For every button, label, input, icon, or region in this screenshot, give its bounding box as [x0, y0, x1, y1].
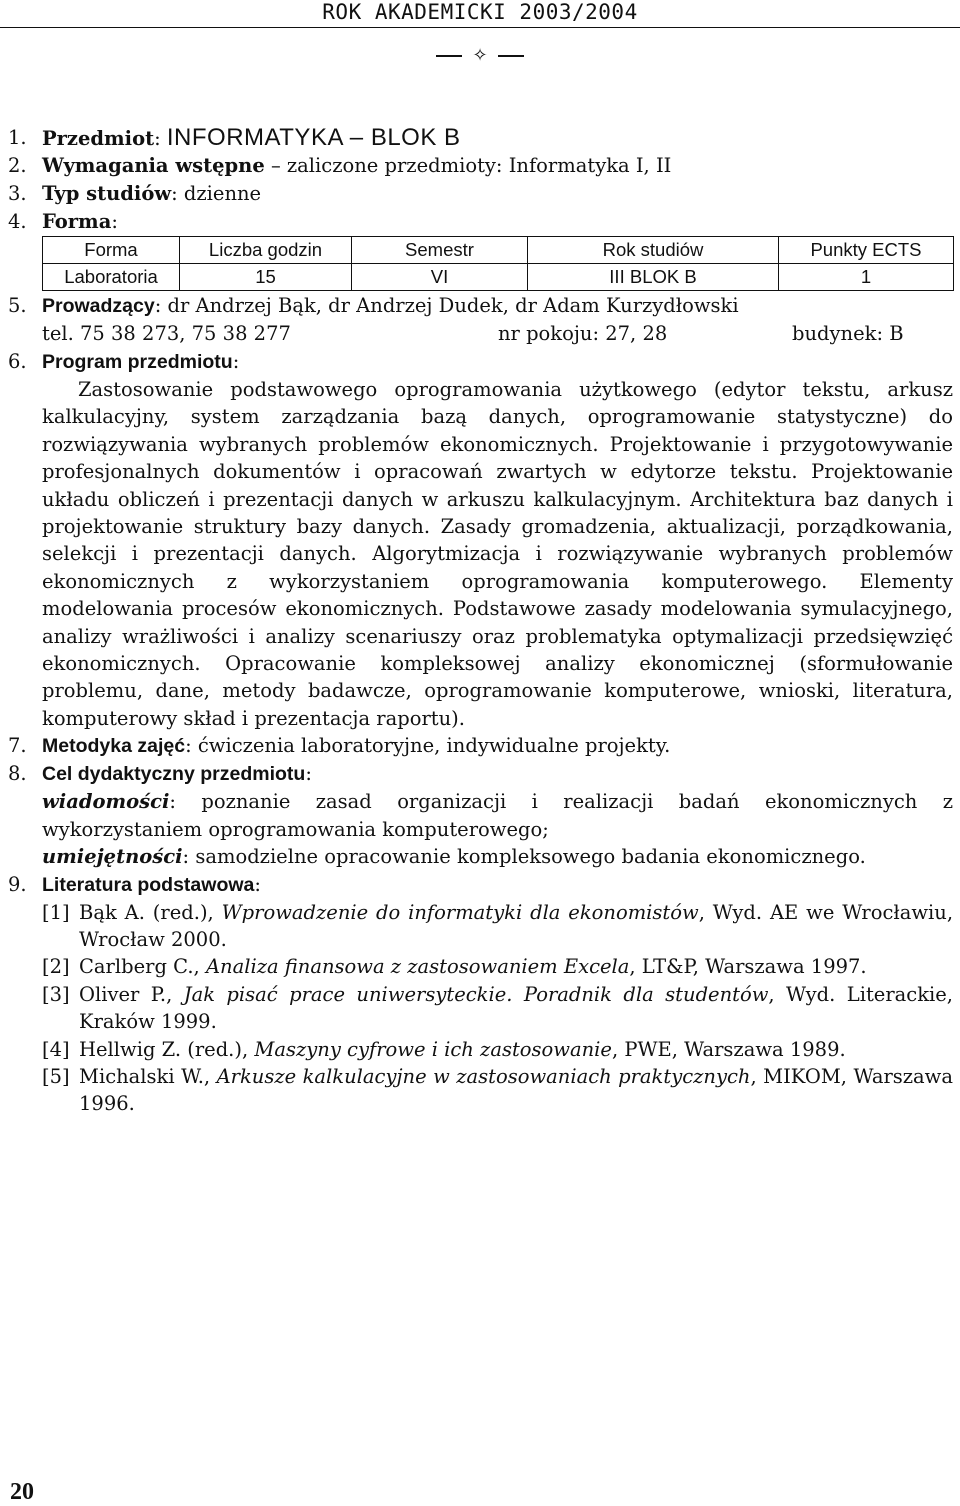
table-header-cell: Rok studiów: [528, 237, 779, 264]
reference-author: Michalski W.,: [79, 1064, 217, 1088]
reference-author: Bąk A. (red.),: [79, 900, 222, 924]
goal-skills: umiejętności: samodzielne opracowanie kompleksowego badania ekonomicznego.: [42, 845, 866, 869]
item-study-type: 3. Typ studiów: dzienne: [0, 180, 960, 208]
item-number: 4.: [8, 210, 27, 233]
item-label: Metodyka zajęć: [42, 735, 186, 758]
section-ornament: [0, 45, 960, 67]
table-row: [43, 264, 954, 291]
item-subject: 1. Przedmiot: INFORMATYKA – BLOK B: [8, 124, 461, 151]
item-number: 7.: [8, 734, 27, 758]
phone-numbers: tel. 75 38 273, 75 38 277: [42, 322, 291, 345]
item-number: 6.: [8, 350, 27, 373]
item-requirements: [0, 152, 960, 180]
item-label: Wymagania wstępne: [42, 154, 265, 177]
table-cell: Laboratoria: [43, 264, 180, 291]
ornament-dash-right: [498, 55, 524, 57]
item-label: Forma: [42, 210, 112, 233]
reference-id: [4]: [42, 1037, 70, 1061]
reference-item: [0, 953, 960, 980]
reference-publisher: , LT&P, Warszawa 1997.: [629, 955, 867, 979]
running-header: ROK AKADEMICKI 2003/2004: [322, 0, 638, 24]
reference-item: [0, 981, 960, 1036]
contact-line: [0, 320, 960, 348]
table-header-cell: Forma: [43, 237, 180, 264]
table-header-cell: Punkty ECTS: [779, 237, 954, 264]
item-program: 6. Program przedmiotu:: [0, 348, 960, 376]
item-number: 2.: [8, 154, 27, 177]
page-number: 20: [10, 1479, 34, 1505]
reference-publisher: , PWE, Warszawa 1989.: [611, 1037, 846, 1061]
ornament-star-icon: ✧: [472, 45, 488, 66]
item-label: Literatura podstawowa: [42, 873, 255, 896]
item-number: 5.: [8, 294, 27, 317]
table-cell: 1: [779, 264, 954, 291]
table-cell: III BLOK B: [528, 264, 779, 291]
item-value: – zaliczone przedmioty: Informatyka I, II: [270, 154, 672, 177]
reference-id: [5]: [42, 1064, 70, 1088]
reference-id: [3]: [42, 982, 70, 1006]
reference-title: Wprowadzenie do informatyki dla ekonomistów: [221, 900, 699, 924]
table-header-cell: Liczba godzin: [180, 237, 352, 264]
item-number: 3.: [8, 182, 27, 205]
skills-label: umiejętności: [42, 845, 183, 869]
item-form: 4. Forma:: [0, 208, 960, 236]
reference-id: [1]: [42, 900, 70, 924]
reference-author: Hellwig Z. (red.),: [79, 1037, 255, 1061]
item-literature: 9. Literatura podstawowa:: [0, 871, 960, 899]
reference-title: Analiza finansowa z zastosowaniem Excela: [205, 955, 630, 979]
table-cell: VI: [352, 264, 528, 291]
reference-author: Carlberg C.,: [79, 955, 206, 979]
subject-name: INFORMATYKA – BLOK B: [166, 124, 461, 151]
header-rule: [0, 27, 960, 28]
reference-publisher: , Wyd. AE we Wrocławiu, Wrocław 2000.: [79, 900, 954, 951]
item-label: Prowadzący: [42, 295, 155, 317]
form-table: [42, 236, 954, 291]
item-number: 1.: [8, 126, 27, 149]
reference-item: [0, 1063, 960, 1118]
program-description: Zastosowanie podstawowego oprogramowania użytkowego (edytor tekstu, arkusz kalkulacyjny, system zarządzania bazą danych, oprogramowanie statystyczne) do rozwiązywania wybranych problemów ekonomicznych. Projektowanie i przygotowywanie profesjonalnych dokumentów i opracowań zwartych w edytorze tekstu. Projektowanie układu obliczeń i prezentacji danych w arkuszu kalkulacyjnym. Architektura baz danych i projektowanie struktury bazy danych. Zasady gromadzenia, aktualizacji, porządkowania, selekcji i prezentacji danych. Algorytmizacja i rozwiązywanie wybranych problemów ekonomicznych z wykorzystaniem oprogramowania komputerowego. Elementy modelowania procesów ekonomicznych. Podstawowe zasady modelowania symulacyjnego, analizy wrażliwości i analizy scenariuszy oraz problematyka optymalizacji przedsięwzięć ekonomicznych. Opracowanie kompleksowej analizy ekonomicznej (sformułowanie problemu, dane, metody badawcze, oprogramowanie komputerowe, wnioski, literatura, komputerowy skład i prezentacja raportu).: [42, 378, 953, 730]
item-goals: 8. Cel dydaktyczny przedmiotu:: [0, 760, 960, 788]
reference-item: [0, 899, 960, 954]
reference-item: [0, 1036, 960, 1063]
table-cell: 15: [180, 264, 352, 291]
ornament-dash-left: [436, 55, 462, 57]
item-value: dzienne: [183, 182, 262, 205]
item-label: Program przedmiotu: [42, 351, 233, 373]
item-value: ćwiczenia laboratoryjne, indywidualne projekty.: [197, 734, 671, 758]
goal-knowledge: wiadomości: poznanie zasad organizacji i realizacji badań ekonomicznych z wykorzystaniem oprogramowania komputerowego;: [42, 790, 953, 841]
reference-publisher: , MIKOM, Warszawa 1996.: [79, 1064, 953, 1116]
table-header-row: [43, 237, 954, 264]
item-label: Typ studiów: [42, 182, 172, 205]
reference-id: [2]: [42, 955, 70, 979]
item-label: Przedmiot: [42, 127, 155, 150]
skills-text: samodzielne opracowanie kompleksowego badania ekonomicznego.: [195, 845, 866, 869]
building: budynek: B: [792, 322, 904, 345]
reference-publisher: , Wyd. Literackie, Kraków 1999.: [79, 982, 953, 1034]
knowledge-text: poznanie zasad organizacji i realizacji badań ekonomicznych z wykorzystaniem oprogramowania komputerowego;: [42, 790, 953, 841]
item-instructors: 5. Prowadzący: dr Andrzej Bąk, dr Andrzej Dudek, dr Adam Kurzydłowski: [0, 292, 960, 320]
reference-title: Arkusze kalkulacyjne w zastosowaniach praktycznych: [216, 1064, 751, 1088]
reference-title: Jak pisać prace uniwersyteckie. Poradnik dla studentów: [183, 982, 769, 1006]
table-header-cell: Semestr: [352, 237, 528, 264]
item-label: Cel dydaktyczny przedmiotu: [42, 763, 306, 786]
knowledge-label: wiadomości: [42, 790, 170, 814]
reference-title: Maszyny cyfrowe i ich zastosowanie: [254, 1037, 612, 1061]
room-numbers: nr pokoju: 27, 28: [498, 322, 668, 345]
item-methods: 7. Metodyka zajęć: ćwiczenia laboratoryjne, indywidualne projekty.: [0, 732, 960, 760]
reference-author: Oliver P.,: [79, 982, 184, 1006]
item-number: 8.: [8, 762, 27, 786]
item-value: dr Andrzej Bąk, dr Andrzej Dudek, dr Adam Kurzydłowski: [167, 294, 739, 317]
syllabus-content: [0, 124, 960, 1118]
item-number: 9.: [8, 872, 27, 896]
